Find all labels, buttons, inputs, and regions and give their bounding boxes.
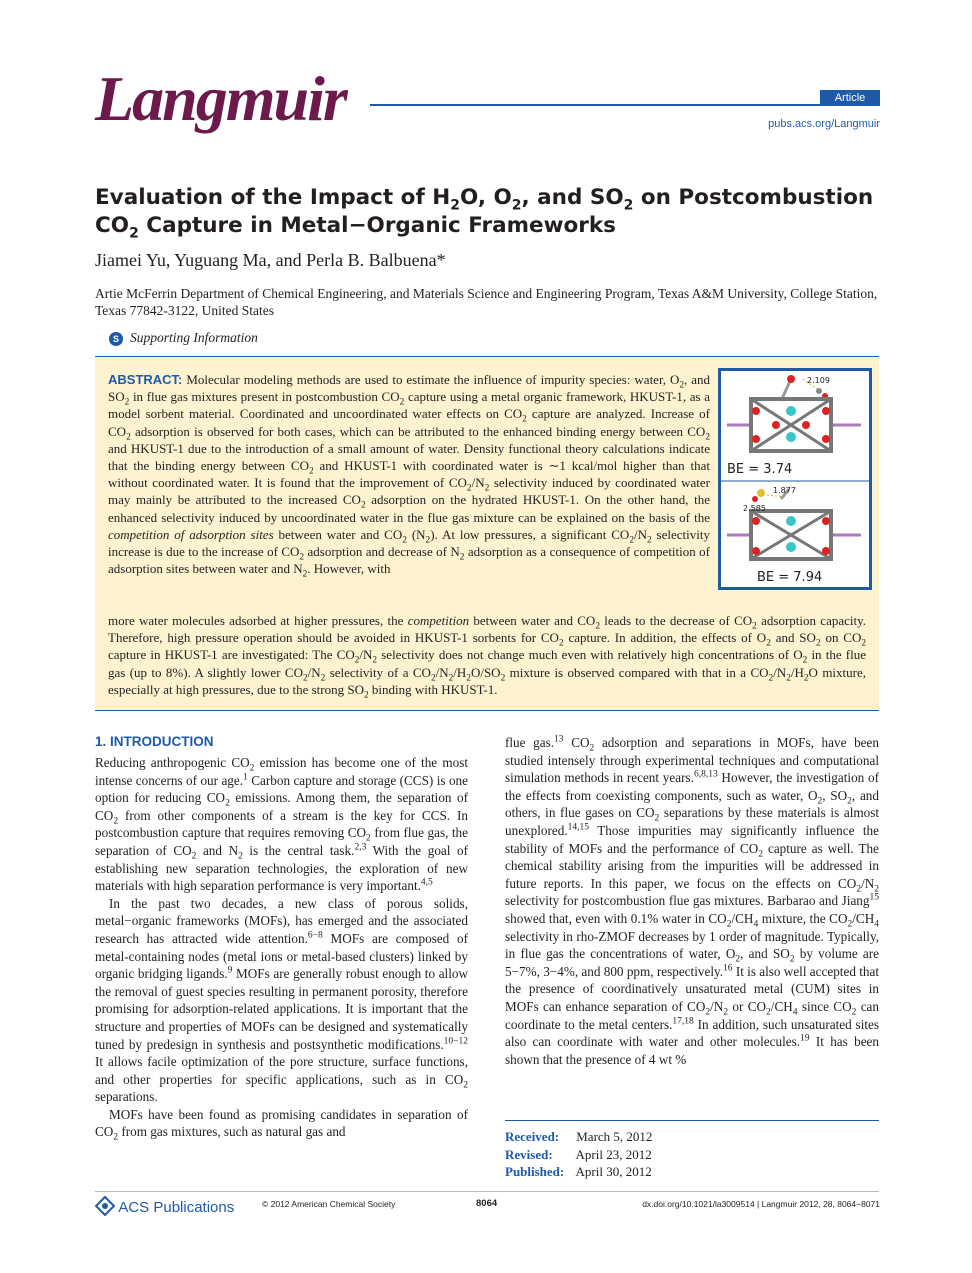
abstract-text-continued: more water molecules adsorbed at higher pressures, the competition between water and $CO_2$ leads to the decrease of $CO_2$ adsorption capacity. Therefore, high pressure operation should be avoided in HKUST-1 sorbents for $CO_2$ capture. In addition, the effects of $O_2$ and $SO_2$ on $CO_2$ capture in HKUST-1 are investigated: The $CO_2/N_2$ selectivity does not change much even with relatively high concentrations of $O_2$ in the flue gas (up to 8%). A slightly lower $CO_2/N_2$ selectivity of a $CO_2/N_2/H_2O/SO_2$ mixture is observed compared with that in a $CO_2/N_2/H_2O$ mixture, especially at high pressures, due to the strong $SO_2$ binding with HKUST-1. (108, 613, 867, 701)
history-rule (505, 1120, 879, 1121)
affiliation: Artie McFerrin Department of Chemical Engineering, and Materials Science and Engineering Program, Texas A&M University, College Station, Texas 77842-3122, United States (95, 286, 878, 318)
journal-url-link[interactable]: pubs.acs.org/Langmuir (768, 118, 880, 130)
supporting-info-link[interactable]: Supporting Information (130, 330, 258, 345)
distance-label: 2.585 (743, 504, 766, 513)
paragraph: Reducing anthropogenic $CO_2$ emission has become one of the most intense concerns of our age.$^1$ Carbon capture and storage (CCS) is one option for reducing $CO_2$ emissions. Among them, the separation of $CO_2$ from other components of a stream is the key for CCS. In postcombustion capture that requires removing $CO_2$ from flue gas, the separation of $CO_2$ and $N_2$ is the central task.$^{2,3}$ With the goal of establishing new separation technologies, the exploration of new materials with high separation performance is very important.$^{4,5}$ (95, 755, 469, 894)
article-type-badge: Article (820, 90, 880, 106)
molecular-structure-figure (721, 371, 869, 587)
copyright: © 2012 American Chemical Society (262, 1199, 396, 1209)
paragraph: MOFs have been found as promising candidates in separation of $CO_2$ from gas mixtures, such as natural gas and (95, 1106, 468, 1144)
paragraph: In the past two decades, a new class of porous solids, metal−organic frameworks (MOFs), has emerged and the associated research has attracted wide attention.$^{6-8}$ MOFs are composed of metal-containing nodes (metal ions or metal-based clusters) linked by organic bridging ligands.$^9$ MOFs are generally robust enough to allow the removal of guest species resulting in permanent porosity, therefore promising for adsorption-related applications. It is important that the structure and properties of MOFs can be designed and systematically tuned by predesign in synthesis and postsynthetic modifications.$^{10-12}$ It allows facile optimization of the pore structure, surface functions, and other properties for specific applications, such as in $CO_2$ separations. (95, 895, 468, 1105)
published-label: Published: (505, 1164, 565, 1179)
structure-coordinated (727, 375, 861, 451)
page-number: 8064 (476, 1198, 498, 1209)
author-list: Jiamei Yu, Yuguang Ma, and Perla B. Balbuena* (95, 250, 446, 270)
body-column-right (505, 734, 879, 1068)
footer-rule (95, 1191, 879, 1192)
toc-graphic (718, 368, 872, 590)
acs-publications-logo[interactable]: ACS Publications (95, 1196, 234, 1216)
published-date: April 30, 2012 (575, 1164, 652, 1179)
section-heading: 1. INTRODUCTION (95, 734, 214, 749)
received-date: March 5, 2012 (576, 1129, 653, 1144)
binding-energy-label: BE = 3.74 (727, 462, 793, 477)
acs-logo-icon (95, 1196, 115, 1216)
body-column-left (95, 754, 469, 1144)
publication-history (505, 1128, 652, 1181)
paper-title: Evaluation of the Impact of $H_2O$, $O_2$, and $SO_2$ on Postcombustion $CO_2$ Capture in Metal−Organic Frameworks (95, 185, 874, 242)
supporting-info-icon[interactable]: S (109, 332, 123, 346)
received-label: Received: (505, 1129, 560, 1144)
doi-citation[interactable]: dx.doi.org/10.1021/la3009514 | Langmuir 2012, 28, 8064−8071 (642, 1199, 880, 1209)
distance-label: 1.877 (773, 486, 796, 495)
binding-energy-label: BE = 7.94 (757, 570, 823, 585)
abstract-label: ABSTRACT: (108, 372, 183, 387)
revised-label: Revised: (505, 1146, 553, 1162)
structure-uncoordinated (727, 486, 861, 559)
journal-logo: Langmuir (95, 63, 346, 134)
distance-label: 2.109 (807, 376, 830, 385)
revised-date: April 23, 2012 (575, 1146, 652, 1162)
paragraph: flue gas.$^{13}$ $CO_2$ adsorption and separations in MOFs, have been studied intensely through experimental techniques and computational simulation methods in recent years.$^{6,8,13}$ However, the investigation of the effects from coexisting components, such as water, $O_2$, $SO_2$, and others, in flue gases on $CO_2$ separations by these materials is almost unexplored.$^{14,15}$ Those impurities may significantly influence the stability of MOFs and the performance of $CO_2$ capture as well. The chemical stability arising from the impurities will be addressed in future reports. In this paper, we focus on the effects on $CO_2/N_2$ selectivity for postcombustion flue gas mixtures. Barbarao and Jiang$^{15}$ showed that, even with 0.1% water in $CO_2/CH_4$ mixture, the $CO_2/CH_4$ selectivity in rho-ZMOF decreases by 1 order of magnitude. Typically, in flue gas the concentrations of water, $O_2$, and $SO_2$ by volume are 5−7%, 3−4%, and 800 ppm, respectively.$^{16}$ It is also well accepted that the presence of coordinatively unsaturated metal (CUM) sites in MOFs can enhance separation of $CO_2/N_2$ or $CO_2/CH_4$ since $CO_2$ can coordinate to the metal centers.$^{17,18}$ In addition, such unsaturated sites also can coordinate with water and other molecules.$^{19}$ It has been shown that the presence of 4 wt % (505, 734, 880, 1067)
masthead-rule (370, 104, 880, 106)
abstract-text: ABSTRACT: Molecular modeling methods are used to estimate the influence of impurity species: water, $O_2$, and $SO_2$ in flue gas mixtures present in postcombustion $CO_2$ capture using a metal organic framework, HKUST-1, as a model sorbent material. Coordinated and uncoordinated water effects on $CO_2$ capture are analyzed. Increase of $CO_2$ adsorption is observed for both cases, which can be attributed to the enhanced binding energy between $CO_2$ and HKUST-1 due to the introduction of a small amount of water. Density functional theory calculations indicate that the binding energy between $CO_2$ and HKUST-1 with coordinated water is ∼1 kcal/mol higher than that without coordinated water. It is found that the improvement of $CO_2/N_2$ selectivity induced by coordinated water may mainly be attributed to the increased $CO_2$ adsorption on the hydrated HKUST-1. On the other hand, the enhanced selectivity induced by uncoordinated water in the flue gas mixture can be explained on the basis of the competition of adsorption sites between water and $CO_2$ $(N_2)$. At low pressures, a significant $CO_2/N_2$ selectivity increase is due to the increase of $CO_2$ adsorption and decrease of $N_2$ adsorption as a consequence of competition of adsorption sites between water and $N_2$. However, with (108, 372, 711, 580)
